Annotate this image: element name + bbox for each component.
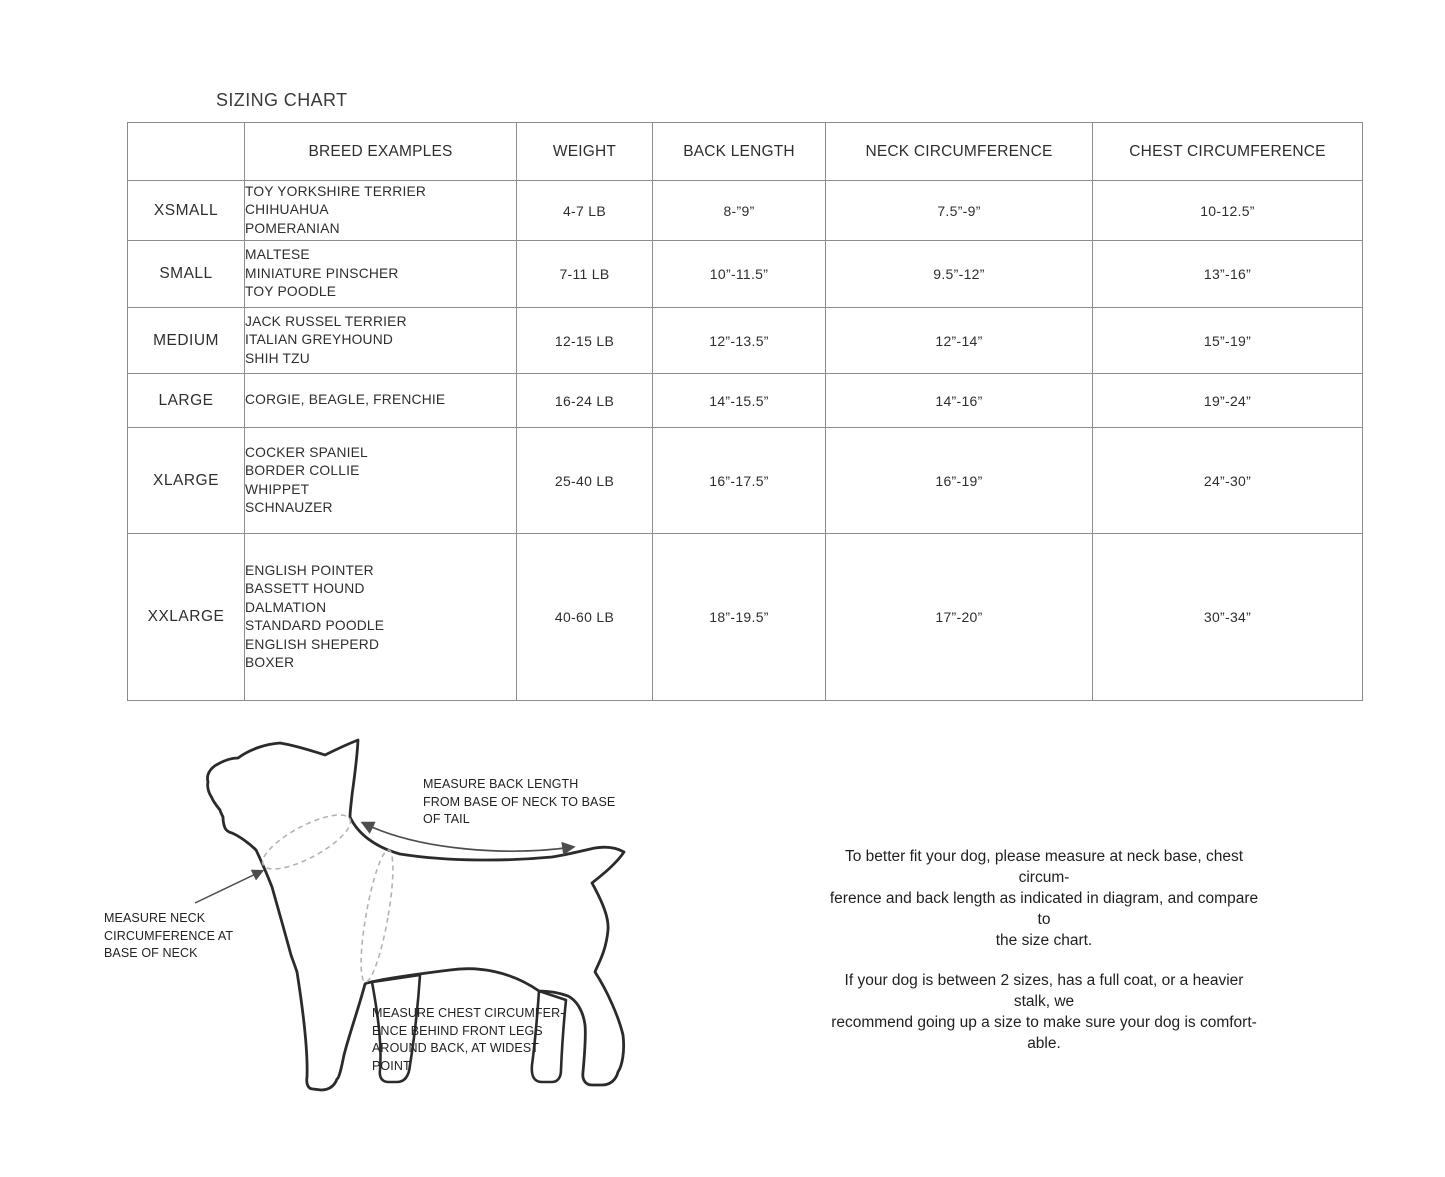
label-line: MEASURE BACK LENGTH [423,777,579,791]
table-row-medium [128,308,1363,374]
note-line: the size chart. [995,932,1093,949]
header-cell-back-length: BACK LENGTH [653,123,826,181]
breed-cell [245,181,517,241]
header-cell-breed-examples: BREED EXAMPLES [245,123,517,181]
back-length-cell: 12”-13.5” [653,308,826,374]
breed-cell [245,308,517,374]
breed-line: DALMATION [245,599,327,615]
chest-circumference-cell: 19”-24” [1093,374,1363,428]
breed-line: BASSETT HOUND [245,581,365,596]
breed-line: TOY YORKSHIRE TERRIER [245,183,427,199]
table-row-small [128,241,1363,308]
neck-circumference-label [104,910,233,963]
note-line: able. [1027,1035,1061,1052]
size-cell: XSMALL [128,181,245,241]
neck-circumference-cell: 17”-20” [826,534,1093,701]
label-line: FROM BASE OF NECK TO BASE [423,794,616,809]
neck-circumference-cell: 9.5”-12” [826,241,1093,308]
back-length-label [423,776,615,829]
breed-line: ITALIAN GREYHOUND [245,332,394,348]
weight-cell: 16-24 LB [517,374,653,428]
note-line: To better fit your dog, please measure at neck base, chest circum- [844,848,1244,886]
breed-line: COCKER SPANIEL [245,444,368,460]
breed-cell [245,428,517,534]
neck-circumference-cell: 12”-14” [826,308,1093,374]
size-cell: XXLARGE [128,534,245,701]
back-length-cell: 14”-15.5” [653,374,826,428]
label-line: CIRCUMFERENCE AT [104,928,234,943]
breed-line: CHIHUAHUA [245,202,329,218]
table-header-row [128,123,1363,181]
breed-line: STANDARD POODLE [245,618,385,633]
label-line: AROUND BACK, AT WIDEST [372,1041,540,1055]
size-cell: SMALL [128,241,245,308]
neck-circumference-cell: 14”-16” [826,374,1093,428]
header-cell-weight: WEIGHT [517,123,653,181]
neck-circumference-cell: 16”-19” [826,428,1093,534]
header-cell-neck-circumference: NECK CIRCUMFERENCE [826,123,1093,181]
back-length-cell: 16”-17.5” [653,428,826,534]
breed-line: TOY POODLE [245,284,337,300]
table-row-xxlarge [128,534,1363,701]
breed-line: POMERANIAN [245,220,340,236]
weight-cell: 25-40 LB [517,428,653,534]
breed-line: MALTESE [245,247,310,263]
weight-cell: 40-60 LB [517,534,653,701]
breed-line: BOXER [245,655,295,670]
note-line: ference and back length as indicated in diagram, and compare to [829,890,1259,928]
chest-circumference-cell: 30”-34” [1093,534,1363,701]
header-cell-size [128,123,245,181]
breed-line: MINIATURE PINSCHER [245,265,399,281]
fit-note [826,846,1262,951]
label-line: OF TAIL [423,812,470,826]
label-line: POINT [372,1058,411,1073]
chest-circumference-cell: 24”-30” [1093,428,1363,534]
size-cell: LARGE [128,374,245,428]
chest-circumference-cell: 15”-19” [1093,308,1363,374]
breed-line: BORDER COLLIE [245,463,360,478]
breed-line: ENGLISH SHEPERD [245,636,380,652]
breed-cell [245,534,517,701]
measuring-notes [826,846,1262,1054]
weight-cell: 4-7 LB [517,181,653,241]
label-line: ENCE BEHIND FRONT LEGS [372,1023,543,1038]
back-length-cell: 18”-19.5” [653,534,826,701]
chest-circumference-cell: 10-12.5” [1093,181,1363,241]
breed-cell [245,241,517,308]
label-line: MEASURE CHEST CIRCUMFER- [372,1006,565,1020]
chest-circumference-cell: 13”-16” [1093,241,1363,308]
breed-line: SCHNAUZER [245,500,333,515]
table-row-large [128,374,1363,428]
neck-pointer-arrow [195,871,262,903]
note-line: If your dog is between 2 sizes, has a full coat, or a heavier stalk, we [844,972,1244,1010]
breed-line: ENGLISH POINTER [245,562,374,578]
back-length-cell: 8-”9” [653,181,826,241]
weight-cell: 7-11 LB [517,241,653,308]
between-sizes-note [826,970,1262,1054]
breed-cell [245,374,517,428]
sizing-table [127,122,1363,701]
back-length-cell: 10”-11.5” [653,241,826,308]
breed-line: SHIH TZU [245,350,310,366]
page-title: SIZING CHART [216,90,348,110]
breed-line: JACK RUSSEL TERRIER [245,313,407,329]
table-row-xsmall [128,181,1363,241]
chest-circumference-label [372,1005,564,1075]
table-row-xlarge [128,428,1363,534]
breed-line: CORGIE, BEAGLE, FRENCHIE [245,392,446,408]
note-line: recommend going up a size to make sure your dog is comfort- [831,1014,1257,1031]
weight-cell: 12-15 LB [517,308,653,374]
header-cell-chest-circumference: CHEST CIRCUMFERENCE [1093,123,1363,181]
label-line: MEASURE NECK [104,911,206,925]
neck-circumference-cell: 7.5”-9” [826,181,1093,241]
label-line: BASE OF NECK [104,946,198,960]
breed-line: WHIPPET [245,481,310,497]
size-cell: XLARGE [128,428,245,534]
size-cell: MEDIUM [128,308,245,374]
